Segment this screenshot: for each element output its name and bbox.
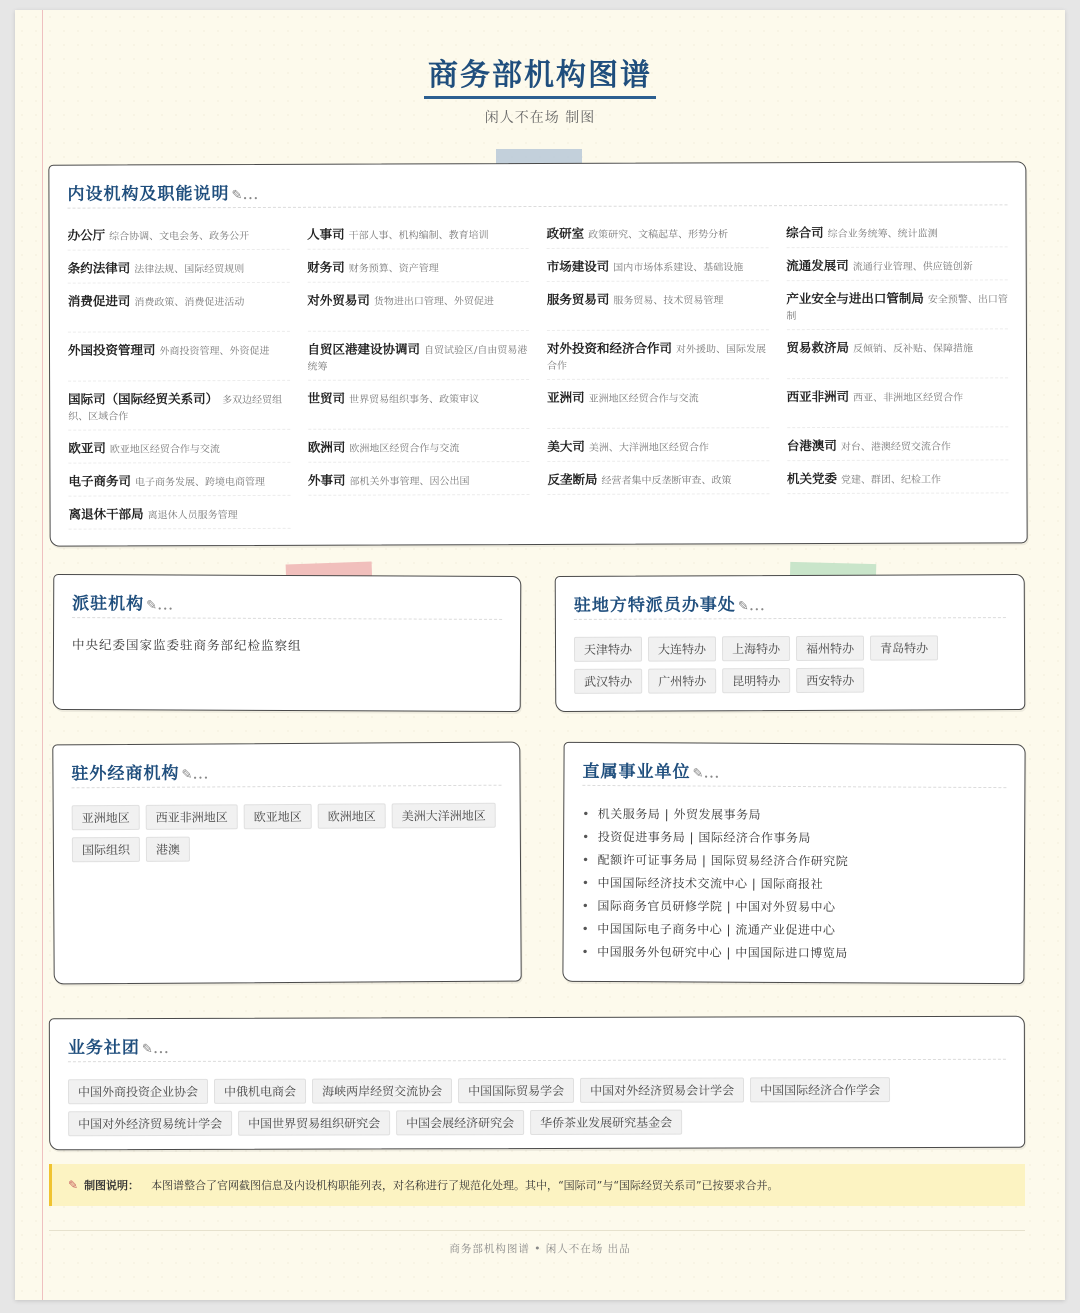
note-text: 本图谱整合了官网截图信息及内设机构职能列表，对名称进行了规范化处理。其中，“国际司”与“国际经贸关系司”已按要求合并。 bbox=[151, 1179, 779, 1192]
department-item bbox=[68, 391, 290, 431]
tag-item: 西亚非洲地区 bbox=[146, 804, 238, 830]
department-item bbox=[547, 258, 769, 282]
tag-item: 中国对外经济贸易会计学会 bbox=[580, 1077, 744, 1102]
section-title-text: 内设机构及职能说明 bbox=[67, 184, 230, 205]
tag-item: 上海特办 bbox=[722, 636, 790, 661]
department-desc: 综合协调、文电会务、政务公开 bbox=[109, 231, 250, 243]
card-overseas bbox=[52, 742, 521, 985]
department-item bbox=[787, 470, 1009, 494]
department-name: 美大司 bbox=[547, 438, 585, 454]
pencil-icon: ✎ bbox=[737, 599, 749, 615]
department-item bbox=[307, 226, 529, 250]
footer: 商务部机构图谱 • 闲人不在场 出品 bbox=[449, 1243, 631, 1255]
local-office-tags bbox=[574, 635, 1012, 694]
tag-item: 大连特办 bbox=[648, 636, 716, 661]
department-item bbox=[68, 227, 290, 251]
card-internal bbox=[48, 161, 1027, 546]
department-item bbox=[68, 473, 290, 497]
page-subtitle: 闲人不在场 制图 bbox=[484, 110, 596, 126]
department-desc: 干部人事、机构编制、教育培训 bbox=[348, 230, 489, 242]
department-desc: 财务预算、资产管理 bbox=[348, 263, 439, 275]
department-name: 贸易救济局 bbox=[786, 339, 850, 356]
list-item: • 中国国际经济技术交流中心 | 国际商报社 bbox=[582, 872, 848, 896]
department-name: 政研室 bbox=[546, 225, 585, 241]
department-item bbox=[308, 439, 530, 463]
department-desc: 党建、群团、纪检工作 bbox=[840, 474, 941, 486]
department-name: 电子商务司 bbox=[68, 473, 131, 489]
section-title-text: 驻地方特派员办事处 bbox=[573, 595, 736, 616]
section-title-text: 业务社团 bbox=[67, 1038, 140, 1059]
section-title bbox=[72, 589, 502, 616]
department-name: 反垄断局 bbox=[547, 471, 598, 487]
tag-item: 中国外商投资企业协会 bbox=[68, 1079, 208, 1104]
tag-item: 港澳 bbox=[146, 837, 190, 862]
tag-item: 欧亚地区 bbox=[244, 804, 312, 829]
margin-line bbox=[42, 10, 43, 1300]
title-rule bbox=[67, 204, 1007, 208]
footer-rule bbox=[49, 1230, 1025, 1231]
department-name: 离退休干部局 bbox=[68, 506, 144, 522]
card-dispatched bbox=[53, 574, 522, 712]
pencil-icon: ✎ bbox=[231, 188, 243, 204]
department-desc: 反倾销、反补贴、保障措施 bbox=[852, 343, 974, 355]
department-item bbox=[547, 471, 769, 495]
title-dots: ... bbox=[242, 183, 259, 205]
tag-item: 中国世界贸易组织研究会 bbox=[238, 1110, 390, 1135]
note-label: 制图说明： bbox=[84, 1179, 140, 1192]
department-desc: 欧洲地区经贸合作与交流 bbox=[349, 443, 460, 455]
card-associations bbox=[49, 1016, 1025, 1151]
list-item: • 中国服务外包研究中心 | 中国国际进口博览局 bbox=[581, 941, 847, 965]
tag-item: 华侨茶业发展研究基金会 bbox=[530, 1110, 682, 1135]
page-title: 商务部机构图谱 bbox=[424, 50, 656, 99]
department-name: 办公厅 bbox=[67, 227, 106, 243]
title-rule bbox=[582, 785, 1006, 788]
department-name: 对外贸易司 bbox=[307, 292, 370, 308]
department-name: 欧亚司 bbox=[68, 440, 106, 456]
department-name: 消费促进司 bbox=[67, 293, 131, 309]
department-name: 自贸区港建设协调司 bbox=[307, 341, 421, 357]
department-desc: 国内市场体系建设、基础设施 bbox=[613, 262, 744, 274]
department-desc: 欧亚地区经贸合作与交流 bbox=[109, 444, 220, 456]
pencil-icon: ✎ bbox=[146, 598, 158, 614]
paper bbox=[15, 10, 1065, 1300]
section-title bbox=[71, 757, 501, 785]
section-title bbox=[582, 757, 1006, 784]
department-item bbox=[787, 437, 1009, 461]
memo-icon: ✎ bbox=[68, 1178, 79, 1192]
title-rule bbox=[72, 785, 502, 789]
title-dots: ... bbox=[157, 594, 174, 615]
section-title-text: 驻外经商机构 bbox=[71, 763, 180, 785]
tag-item: 中俄机电商会 bbox=[214, 1079, 306, 1104]
department-name: 综合司 bbox=[786, 225, 824, 241]
department-item bbox=[547, 225, 769, 249]
tag-item: 福州特办 bbox=[796, 636, 864, 661]
tag-item: 亚洲地区 bbox=[72, 805, 140, 830]
department-name: 市场建设司 bbox=[546, 258, 610, 274]
department-name: 机关党委 bbox=[786, 470, 837, 487]
department-desc: 对外援助、国际发展合作 bbox=[547, 344, 767, 372]
department-name: 国际司（国际经贸关系司） bbox=[68, 391, 219, 407]
department-desc: 外商投资管理、外资促进 bbox=[159, 345, 270, 358]
department-grid bbox=[68, 224, 1009, 529]
department-desc: 综合业务统筹、统计监测 bbox=[827, 228, 938, 240]
department-name: 服务贸易司 bbox=[546, 291, 610, 307]
department-item bbox=[786, 257, 1008, 281]
department-item bbox=[68, 260, 290, 284]
department-desc: 流通行业管理、供应链创新 bbox=[852, 261, 973, 273]
department-name: 外事司 bbox=[307, 472, 346, 488]
department-name: 西亚非洲司 bbox=[786, 388, 850, 405]
section-title-text: 派驻机构 bbox=[72, 594, 145, 615]
department-desc: 多双边经贸组织、区域合作 bbox=[68, 394, 283, 423]
list-item: • 国际商务官员研修学院 | 中国对外贸易中心 bbox=[582, 895, 848, 919]
department-desc: 货物进出口管理、外贸促进 bbox=[373, 296, 494, 308]
department-desc: 电子商务发展、跨境电商管理 bbox=[134, 476, 265, 489]
title-dots: ... bbox=[748, 595, 766, 616]
department-item bbox=[787, 388, 1009, 428]
department-item bbox=[308, 472, 530, 496]
tag-item: 中国国际贸易学会 bbox=[458, 1078, 574, 1103]
department-item bbox=[307, 259, 529, 283]
title-rule bbox=[68, 1059, 1006, 1062]
department-item bbox=[786, 339, 1008, 379]
department-name: 人事司 bbox=[307, 226, 345, 242]
title-dots: ... bbox=[152, 1037, 170, 1059]
tag-item: 中国会展经济研究会 bbox=[396, 1110, 524, 1135]
department-desc: 政策研究、文稿起草、形势分析 bbox=[588, 229, 729, 241]
department-item bbox=[308, 390, 530, 430]
tag-item: 武汉特办 bbox=[574, 669, 642, 694]
tag-item: 广州特办 bbox=[648, 668, 716, 693]
tag-item: 天津特办 bbox=[574, 637, 642, 662]
overseas-tags bbox=[72, 803, 508, 863]
department-name: 条约法律司 bbox=[67, 260, 131, 276]
affiliated-list bbox=[581, 803, 848, 965]
association-tags bbox=[68, 1077, 1012, 1136]
tag-item: 美洲大洋洲地区 bbox=[392, 803, 496, 829]
department-item bbox=[786, 224, 1008, 248]
pencil-icon: ✎ bbox=[181, 767, 193, 783]
header bbox=[15, 50, 1065, 127]
list-item: • 机关服务局 | 外贸发展事务局 bbox=[582, 803, 848, 827]
department-item bbox=[68, 293, 290, 333]
department-item bbox=[68, 440, 290, 464]
department-item bbox=[68, 342, 290, 382]
section-title bbox=[574, 589, 1006, 616]
card-affiliated bbox=[562, 742, 1025, 984]
dispatched-org: 中央纪委国家监委驻商务部纪检监察组 bbox=[71, 637, 302, 654]
department-desc: 自贸试验区/自由贸易港统筹 bbox=[307, 345, 528, 373]
department-desc: 安全预警、出口管制 bbox=[786, 294, 1008, 323]
title-rule bbox=[574, 617, 1006, 620]
department-desc: 对台、港澳经贸交流合作 bbox=[840, 441, 951, 453]
list-item: • 中国国际电子商务中心 | 流通产业促进中心 bbox=[582, 918, 848, 942]
department-desc: 服务贸易、技术贸易管理 bbox=[613, 295, 724, 307]
section-title-text: 直属事业单位 bbox=[582, 761, 691, 783]
section-title bbox=[67, 176, 1007, 204]
department-name: 台港澳司 bbox=[786, 437, 837, 454]
department-desc: 消费政策、消费促进活动 bbox=[134, 297, 245, 309]
department-name: 产业安全与进出口管制局 bbox=[786, 290, 924, 307]
tag-item: 西安特办 bbox=[796, 668, 864, 693]
title-dots: ... bbox=[703, 762, 720, 783]
tag-item: 欧洲地区 bbox=[318, 803, 386, 828]
department-name: 外国投资管理司 bbox=[67, 342, 156, 358]
title-rule bbox=[72, 617, 502, 620]
list-item: • 配额许可证事务局 | 国际贸易经济合作研究院 bbox=[582, 849, 848, 873]
tag-item: 国际组织 bbox=[72, 837, 140, 862]
department-name: 欧洲司 bbox=[307, 439, 346, 455]
department-name: 财务司 bbox=[307, 259, 345, 275]
department-desc: 部机关外事管理、因公出国 bbox=[349, 476, 470, 488]
note-box bbox=[49, 1164, 1025, 1206]
department-name: 流通发展司 bbox=[786, 257, 849, 274]
department-name: 对外投资和经济合作司 bbox=[546, 340, 673, 356]
department-item bbox=[547, 389, 769, 429]
department-desc: 世界贸易组织事务、政策审议 bbox=[349, 394, 480, 406]
department-item bbox=[307, 292, 529, 332]
tag-item: 海峡两岸经贸交流协会 bbox=[312, 1078, 452, 1103]
department-item bbox=[547, 291, 769, 331]
department-desc: 离退休人员服务管理 bbox=[147, 510, 238, 522]
list-item: • 投资促进事务局 | 国际经济合作事务局 bbox=[582, 826, 848, 850]
department-name: 世贸司 bbox=[307, 390, 346, 406]
department-desc: 美洲、大洋洲地区经贸合作 bbox=[588, 442, 709, 454]
department-desc: 经营者集中反垄断审查、政策 bbox=[601, 475, 732, 487]
department-item bbox=[786, 290, 1008, 330]
department-item bbox=[307, 341, 529, 381]
department-desc: 西亚、非洲地区经贸合作 bbox=[853, 392, 964, 404]
department-name: 亚洲司 bbox=[547, 389, 585, 405]
department-item bbox=[69, 506, 291, 530]
pencil-icon: ✎ bbox=[141, 1042, 153, 1058]
title-dots: ... bbox=[192, 763, 209, 784]
section-title bbox=[68, 1031, 1006, 1058]
tag-item: 中国国际经济合作学会 bbox=[750, 1077, 890, 1102]
pencil-icon: ✎ bbox=[692, 766, 704, 782]
tag-item: 中国对外经济贸易统计学会 bbox=[68, 1111, 232, 1136]
department-desc: 法律法规、国际经贸规则 bbox=[134, 264, 245, 276]
card-local-offices bbox=[555, 574, 1026, 712]
tag-item: 青岛特办 bbox=[870, 635, 938, 660]
department-desc: 亚洲地区经贸合作与交流 bbox=[588, 393, 699, 405]
department-item bbox=[547, 340, 769, 380]
department-item bbox=[547, 438, 769, 462]
tag-item: 昆明特办 bbox=[722, 668, 790, 693]
